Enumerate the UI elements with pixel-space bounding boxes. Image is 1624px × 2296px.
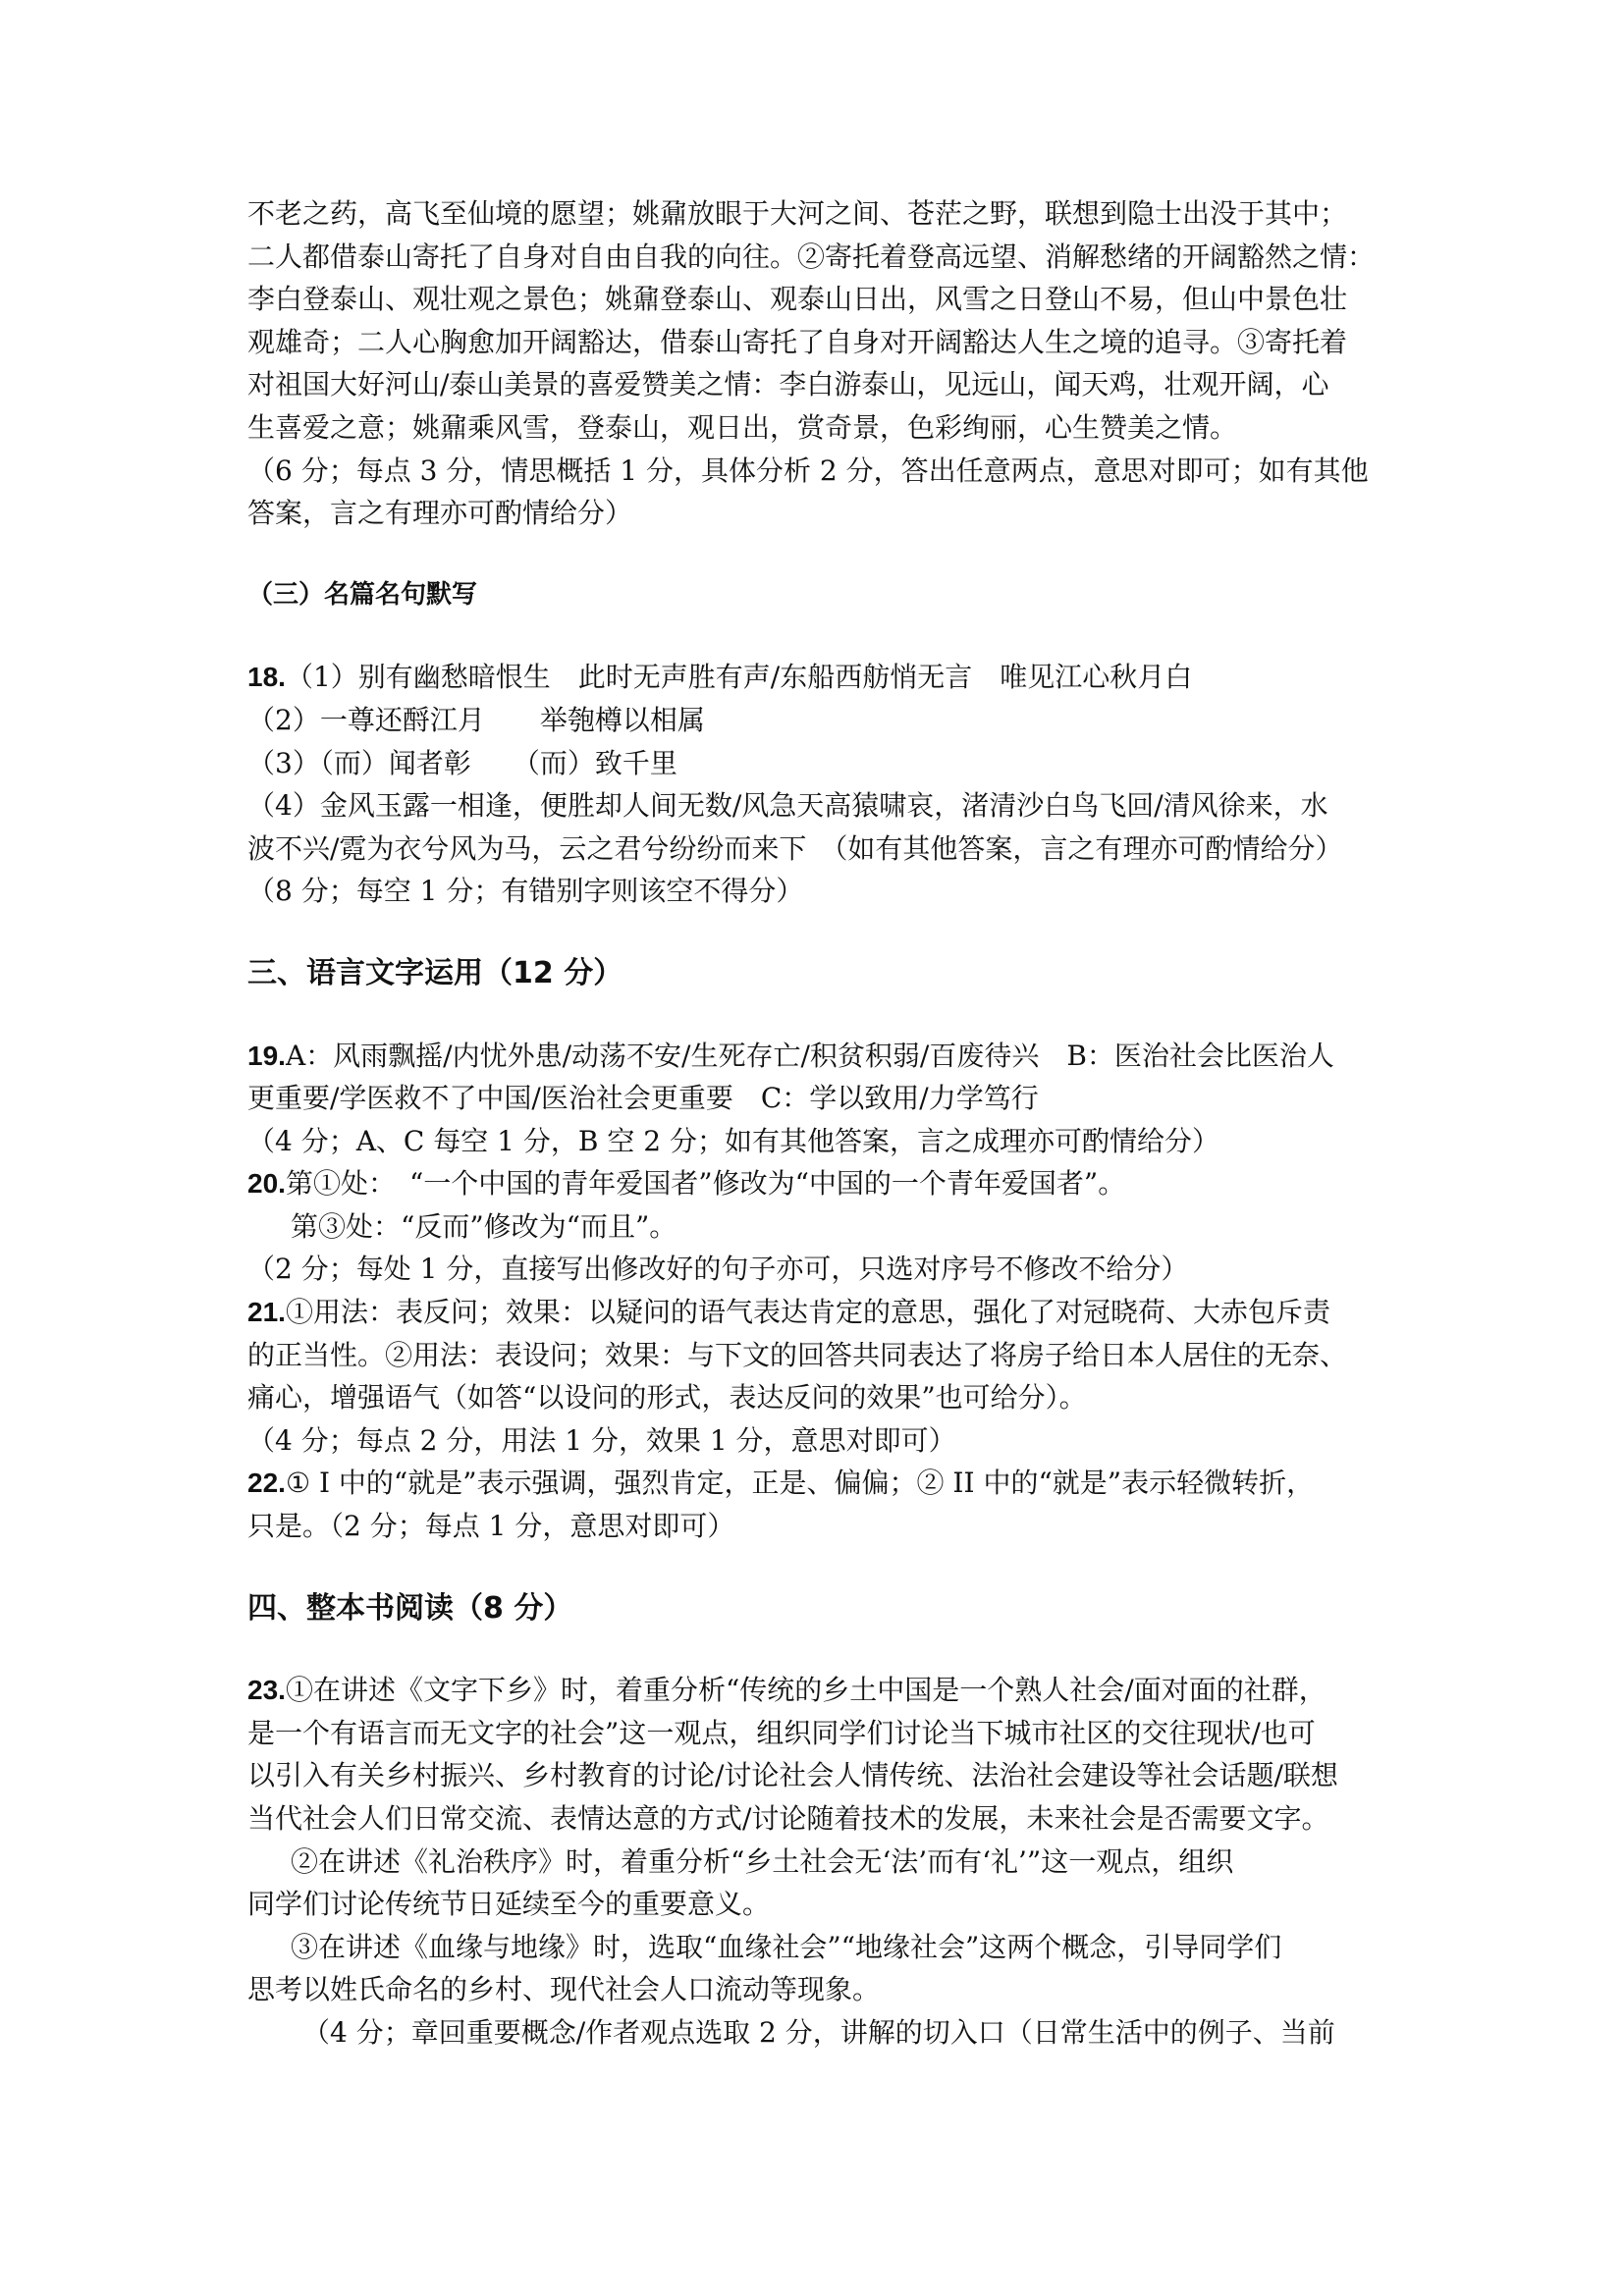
answer-line: 不老之药，高飞至仙境的愿望；姚鼐放眼于大河之间、苍茫之野，联想到隐士出没于其中；: [247, 197, 1348, 230]
scoring-note: （6 分；每点 3 分，情思概括 1 分，具体分析 2 分，答出任意两点，意思对即可；如有其他: [247, 454, 1369, 487]
scoring-note: （4 分；章回重要概念/作者观点选取 2 分，讲解的切入口（日常生活中的例子、当前: [302, 2015, 1335, 2049]
answer-line: A：风雨飘摇/内忧外患/动荡不安/生死存亡/积贫积弱/百废待兴 B：医治社会比医治人: [285, 1039, 1334, 1072]
answer-line: 以引入有关乡村振兴、乡村教育的讨论/讨论社会人情传统、法治社会建设等社会话题/联想: [247, 1759, 1338, 1792]
answer-line: 生喜爱之意；姚鼐乘风雪，登泰山，观日出，赏奇景，色彩绚丽，心生赞美之情。: [247, 410, 1238, 444]
answer-line: ①在讲述《文字下乡》时，着重分析“传统的乡土中国是一个熟人社会/面对面的社群，: [285, 1674, 1326, 1707]
scoring-note: （2 分；每处 1 分，直接写出修改好的句子亦可，只选对序号不修改不给分）: [247, 1253, 1189, 1286]
question-20: [247, 1162, 1386, 1205]
question-number: 18.: [247, 662, 286, 693]
question-number: 20.: [247, 1168, 286, 1200]
answer-line: ① I 中的“就是”表示强调，强烈肯定，正是、偏偏；② II 中的“就是”表示轻微转折，: [285, 1467, 1315, 1500]
answer-line: 当代社会人们日常交流、表情达意的方式/讨论随着技术的发展，未来社会是否需要文字。: [247, 1802, 1329, 1835]
answer-line: 是一个有语言而无文字的社会”这一观点，组织同学们讨论当下城市社区的交往现状/也可: [247, 1716, 1316, 1749]
answer-line: 第①处： “一个中国的青年爱国者”修改为“中国的一个青年爱国者”。: [285, 1167, 1126, 1201]
answer-line: 痛心，增强语气（如答“以设问的形式，表达反问的效果”也可给分）。: [247, 1381, 1087, 1415]
answer-line: （3）（而）闻者彰 （而）致千里: [247, 746, 677, 779]
answer-line: 二人都借泰山寄托了自身对自由自我的向往。②寄托着登高远望、消解愁绪的开阔豁然之情：: [247, 240, 1376, 273]
answer-line: ③在讲述《血缘与地缘》时，选取“血缘社会”“地缘社会”这两个概念，引导同学们: [291, 1930, 1282, 1963]
answer-line: （2）一尊还酹江月 举匏樽以相属: [247, 703, 705, 736]
answer-line: 李白登泰山、观壮观之景色；姚鼐登泰山、观泰山日出，风雪之日登山不易，但山中景色壮: [247, 283, 1348, 316]
scoring-note: 答案，言之有理亦可酌情给分）: [247, 497, 633, 530]
answer-line: 观雄奇；二人心胸愈加开阔豁达，借泰山寄托了自身对开阔豁达人生之境的追寻。③寄托着: [247, 325, 1348, 358]
page-content: [247, 192, 1386, 2055]
scoring-note: （4 分；A、C 每空 1 分，B 空 2 分；如有其他答案，言之成理亦可酌情给分）: [247, 1124, 1219, 1157]
answer-line: （1）别有幽愁暗恨生 此时无声胜有声/东船西舫悄无言 唯见江心秋月白: [285, 661, 1193, 694]
answer-line: ②在讲述《礼治秩序》时，着重分析“乡土社会无‘法’而有‘礼’”这一观点，组织: [291, 1844, 1234, 1878]
answer-line: 更重要/学医救不了中国/医治社会更重要 C：学以致用/力学笃行: [247, 1082, 1039, 1115]
answer-line: 同学们讨论传统节日延续至今的重要意义。: [247, 1888, 771, 1921]
question-21: [247, 1291, 1386, 1334]
answer-line: 思考以姓氏命名的乡村、现代社会人口流动等现象。: [247, 1973, 881, 2006]
answer-line: （4）金风玉露一相逢，便胜却人间无数/风急天高猿啸哀，渚清沙白鸟飞回/清风徐来，水: [247, 789, 1328, 823]
section-heading: 三、语言文字运用（12 分）: [247, 955, 623, 990]
answer-line: 的正当性。②用法：表设问；效果：与下文的回答共同表达了将房子给日本人居住的无奈、: [247, 1338, 1348, 1371]
question-18: [247, 656, 1386, 699]
answer-line: 对祖国大好河山/泰山美景的喜爱赞美之情：李白游泰山，见远山，闻天鸡，壮观开阔，心: [247, 368, 1329, 401]
answer-line: ①用法：表反问；效果：以疑问的语气表达肯定的意思，强化了对冠晓荷、大赤包斥责: [285, 1296, 1330, 1329]
question-number: 21.: [247, 1297, 286, 1328]
scoring-note: （4 分；每点 2 分，用法 1 分，效果 1 分，意思对即可）: [247, 1423, 956, 1457]
answer-line: 第③处：“反而”修改为“而且”。: [291, 1209, 677, 1243]
question-number: 22.: [247, 1468, 286, 1499]
question-19: [247, 1035, 1386, 1078]
scoring-note: （8 分；每空 1 分；有错别字则该空不得分）: [247, 875, 804, 908]
answer-line: 只是。（2 分；每点 1 分，意思对即可）: [247, 1510, 735, 1543]
question-22: [247, 1462, 1386, 1505]
answer-line: 波不兴/霓为衣兮风为马，云之君兮纷纷而来下 （如有其他答案，言之有理亦可酌情给分）: [247, 831, 1343, 865]
question-number: 23.: [247, 1675, 286, 1706]
question-number: 19.: [247, 1040, 286, 1071]
question-23: [247, 1669, 1386, 1712]
section-heading: 四、整本书阅读（8 分）: [247, 1590, 573, 1626]
subsection-heading: （三）名篇名句默写: [247, 579, 478, 610]
